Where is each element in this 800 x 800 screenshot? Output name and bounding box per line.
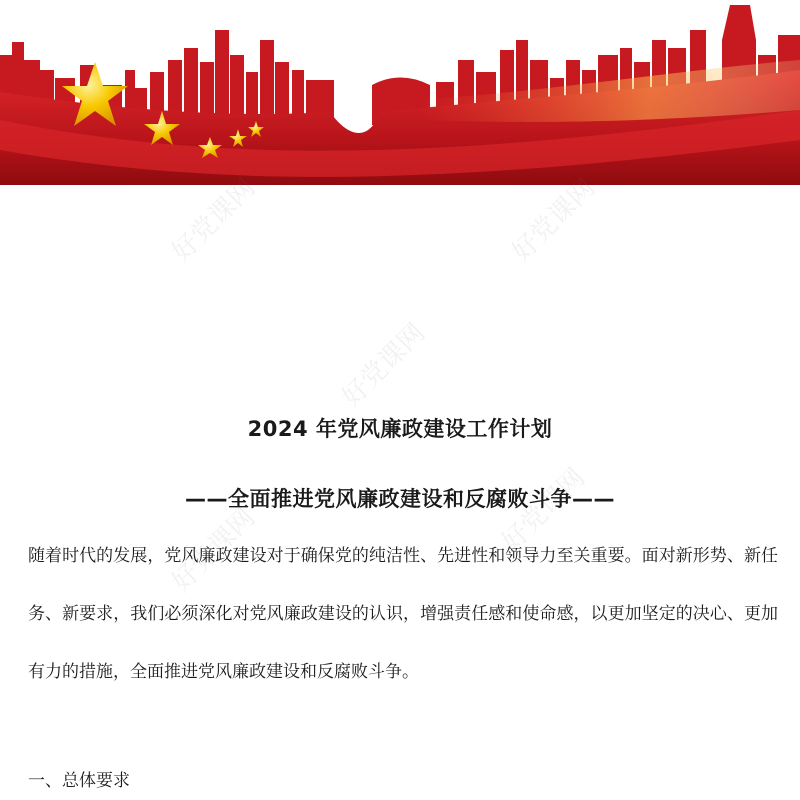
intro-paragraph: 随着时代的发展，党风廉政建设对于确保党的纯洁性、先进性和领导力至关重要。面对新形势、新任务、新要求，我们必须深化对党风廉政建设的认识，增强责任感和使命感，以更加坚定的决心、更加有力的措施，全面推进党风廉政建设和反腐败斗争。 bbox=[28, 546, 778, 682]
watermark-text: 好党课网 bbox=[336, 317, 432, 413]
document-title: 2024 年党风廉政建设工作计划 bbox=[247, 417, 553, 441]
watermark-text: 好党课网 bbox=[496, 462, 592, 558]
header-banner bbox=[0, 0, 800, 185]
watermark-text: 好党课网 bbox=[166, 502, 262, 598]
document-subtitle: ——全面推进党风廉政建设和反腐败斗争—— bbox=[185, 487, 615, 511]
watermark-text: 好党课网 bbox=[166, 172, 262, 268]
section-heading: 一、总体要求 bbox=[28, 771, 130, 791]
watermark-text: 好党课网 bbox=[506, 172, 602, 268]
